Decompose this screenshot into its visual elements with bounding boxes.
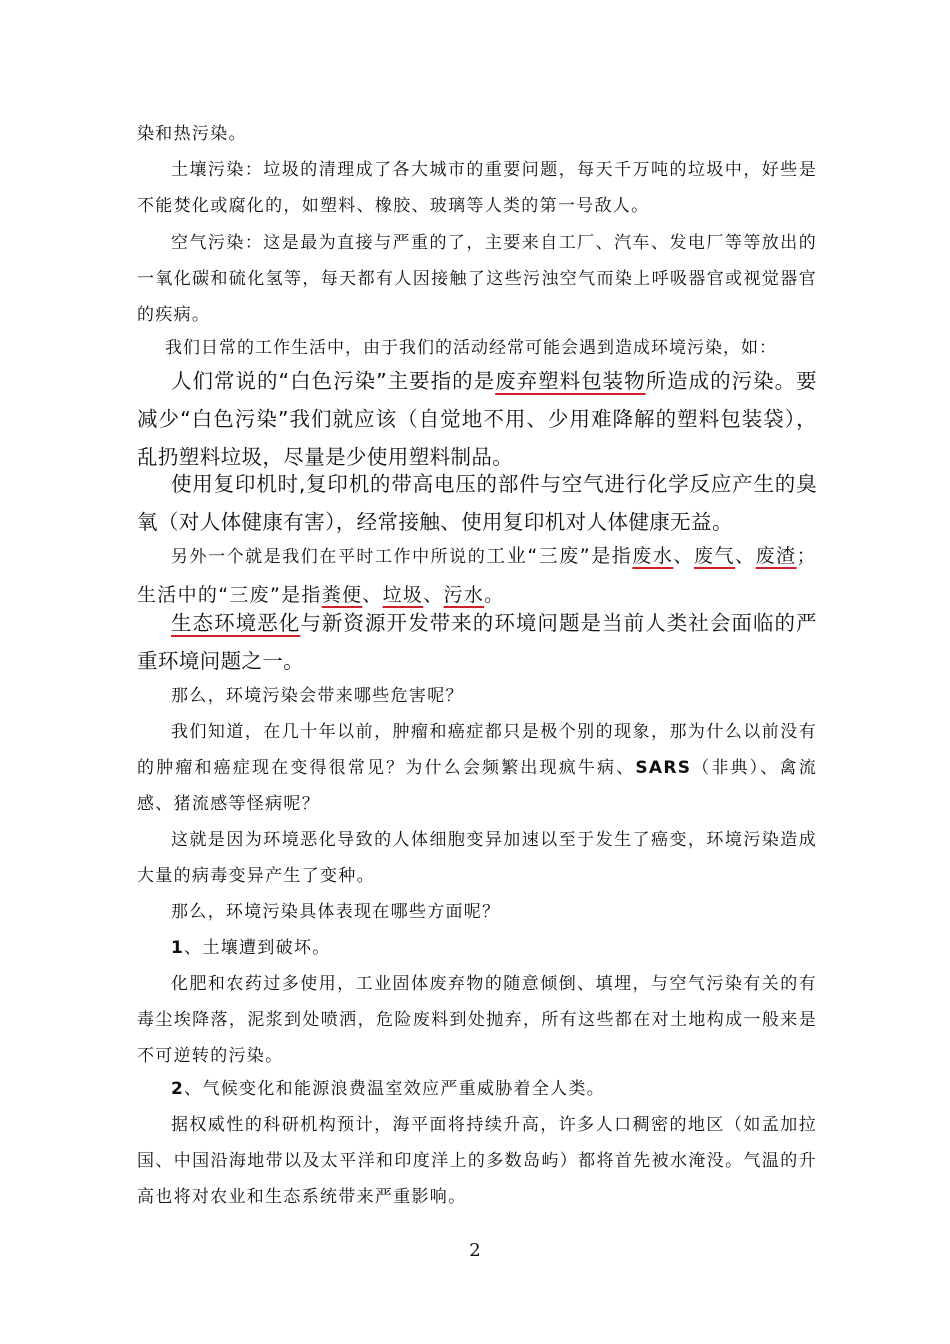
paragraph-question-harm: 那么，环境污染会带来哪些危害呢？: [171, 686, 464, 706]
text-segment: ；生活中的“三废”是指: [137, 545, 817, 606]
paragraph-soil-pollution: 土壤污染：垃圾的清理成了各大城市的重要问题，每天千万吨的垃圾中，好些是不能焚化或腐化的，如塑料、橡胶、玻璃等人类的第一号敌人。: [137, 160, 817, 216]
text-segment: 所造成的污染。要减少“白色污染”我们就应该（自觉地不用、少用难降解的塑料包装袋），乱扔塑料垃圾，尽量是少使用塑料制品。: [137, 369, 818, 469]
text-segment: 与新资源开发带来的环境问题是当前人类社会面临的严重环境问题之一。: [137, 611, 817, 673]
underlined-term: 废弃塑料包装物: [495, 369, 646, 393]
paragraph-tumors: [137, 714, 817, 822]
heading-climate-change: [137, 1071, 817, 1107]
text-segment: 另外一个就是我们在平时工作中所说的: [171, 547, 487, 567]
text-segment: 人们常说的“白色污染”主要指的是: [171, 369, 496, 393]
paragraph-daily-work: 我们日常的工作生活中，由于我们的活动经常可能会遇到造成环境污染，如：: [165, 338, 777, 358]
paragraph-mutation: 这就是因为环境恶化导致的人体细胞变异加速以至于发生了癌变，环境污染造成大量的病毒变异产生了变种。: [137, 830, 817, 886]
separator: 、: [673, 545, 694, 567]
list-number: 2: [171, 1079, 185, 1099]
paragraph-photocopier: 使用复印机时,复印机的带高电压的部件与空气进行化学反应产生的臭氧（对人体健康有害），经常接触、使用复印机对人体健康无益。: [137, 472, 817, 534]
paragraph-white-pollution: [137, 362, 817, 476]
page-number: 2: [469, 1240, 481, 1261]
underlined-term: 生态环境恶化: [171, 611, 301, 635]
underlined-term: 垃圾: [382, 584, 424, 606]
text-segment-sars: SARS: [635, 758, 692, 778]
paragraph-ecological: [137, 604, 817, 680]
separator: 、: [423, 584, 444, 606]
separator: 、: [735, 545, 756, 567]
underlined-term: 废水: [632, 545, 674, 567]
paragraph-continuation: 染和热污染。: [137, 124, 247, 144]
paragraph-fertilizer: 化肥和农药过多使用，工业固体废弃物的随意倾倒、填埋，与空气污染有关的有毒尘埃降落，泥浆到处喷洒，危险废料到处抛弃，所有这些都在对土地构成一般来是不可逆转的污染。: [137, 974, 817, 1066]
text-segment: 、气候变化和能源浪费温室效应严重威胁着全人类。: [184, 1079, 606, 1099]
paragraph-question-aspects: 那么，环境污染具体表现在哪些方面呢？: [171, 902, 501, 922]
underlined-term: 废渣: [755, 545, 797, 567]
underlined-term: 粪便: [321, 584, 363, 606]
text-segment: 我们知道，在几十年以前，肿瘤和癌症都只是极个别的现象，那为什么以前没有的肿瘤和癌症现在变得很常见？为什么会频繁出现疯牛病、: [137, 722, 817, 778]
separator: 、: [362, 584, 383, 606]
paragraph-sea-level: 据权威性的科研机构预计，海平面将持续升高，许多人口稠密的地区（如孟加拉国、中国沿海地带以及太平洋和印度洋上的多数岛屿）都将首先被水淹没。气温的升高也将对农业和生态系统带来严重影响。: [137, 1115, 817, 1207]
text-segment: 工业“三废”是指: [486, 545, 633, 567]
paragraph-air-pollution: 空气污染：这是最为直接与严重的了，主要来自工厂、汽车、发电厂等等放出的一氧化碳和硫化氢等，每天都有人因接触了这些污浊空气而染上呼吸器官或视觉器官的疾病。: [137, 233, 817, 325]
text-segment: 、土壤遭到破坏。: [184, 938, 331, 958]
underlined-term: 污水: [443, 584, 485, 606]
text-segment: （非典）、禽流感、猪流感等怪病呢？: [137, 758, 817, 814]
separator: 。: [484, 584, 505, 606]
list-number: 1: [171, 938, 185, 958]
heading-soil-damage: [137, 930, 817, 966]
underlined-term: 废气: [693, 545, 736, 567]
